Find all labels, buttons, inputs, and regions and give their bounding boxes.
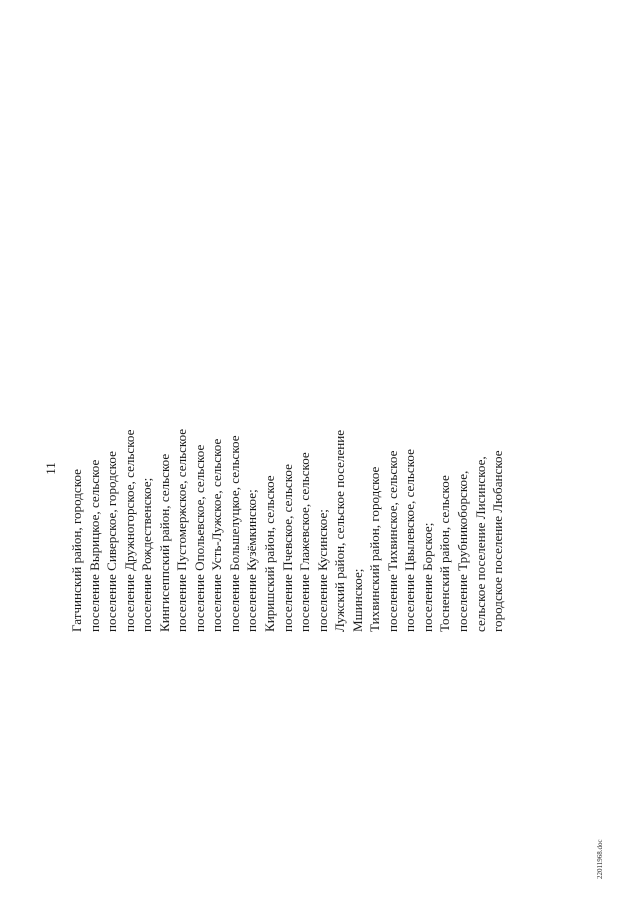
text-line: поселение Сиверское, городское	[104, 451, 120, 632]
text-line: Гатчинский район, городское	[69, 469, 84, 632]
text-line: поселение Опольевское, сельское	[191, 444, 207, 632]
text-line: Мшинское;	[349, 568, 365, 632]
text-line: Киришский район, сельское	[262, 475, 278, 632]
text-line: поселение Кузёмкинское;	[244, 489, 260, 632]
text-line: поселение Пустомержское, сельское	[174, 428, 190, 632]
text-line: Тихвинский район, городское	[367, 466, 383, 632]
settlement-list	[68, 312, 507, 632]
text-line: поселение Цвылевское, сельское	[402, 449, 418, 632]
text-line: поселение Рождественское;	[139, 477, 155, 632]
page-number: 11	[42, 462, 58, 475]
text-line: Тосненский район, сельское	[437, 475, 453, 632]
text-line: сельское поселение Лисинское,	[472, 456, 488, 632]
text-line: поселение Кусинское;	[314, 509, 330, 632]
text-line: поселение Дружногорское, сельское	[121, 429, 137, 632]
footer-filename: 22011968.doc	[596, 839, 604, 879]
text-line: поселение Вырицкое, сельское	[86, 459, 102, 632]
text-line: поселение Большелуцкое, сельское	[226, 435, 242, 632]
text-line: поселение Усть-Лужское, сельское	[209, 438, 225, 632]
text-line: поселение Трубникоборское,	[455, 470, 471, 632]
text-line: поселение Глажевское, сельское	[297, 452, 313, 632]
text-line: поселение Борское;	[419, 522, 435, 632]
text-line: поселение Тихвинское, сельское	[384, 450, 400, 632]
text-line: Лужский район, сельское поселение	[332, 429, 348, 632]
text-line: городское поселение Любанское	[490, 450, 506, 632]
text-line: Кингисеппский район, сельское	[156, 453, 172, 632]
text-line: поселение Пчевское, сельское	[279, 464, 295, 632]
